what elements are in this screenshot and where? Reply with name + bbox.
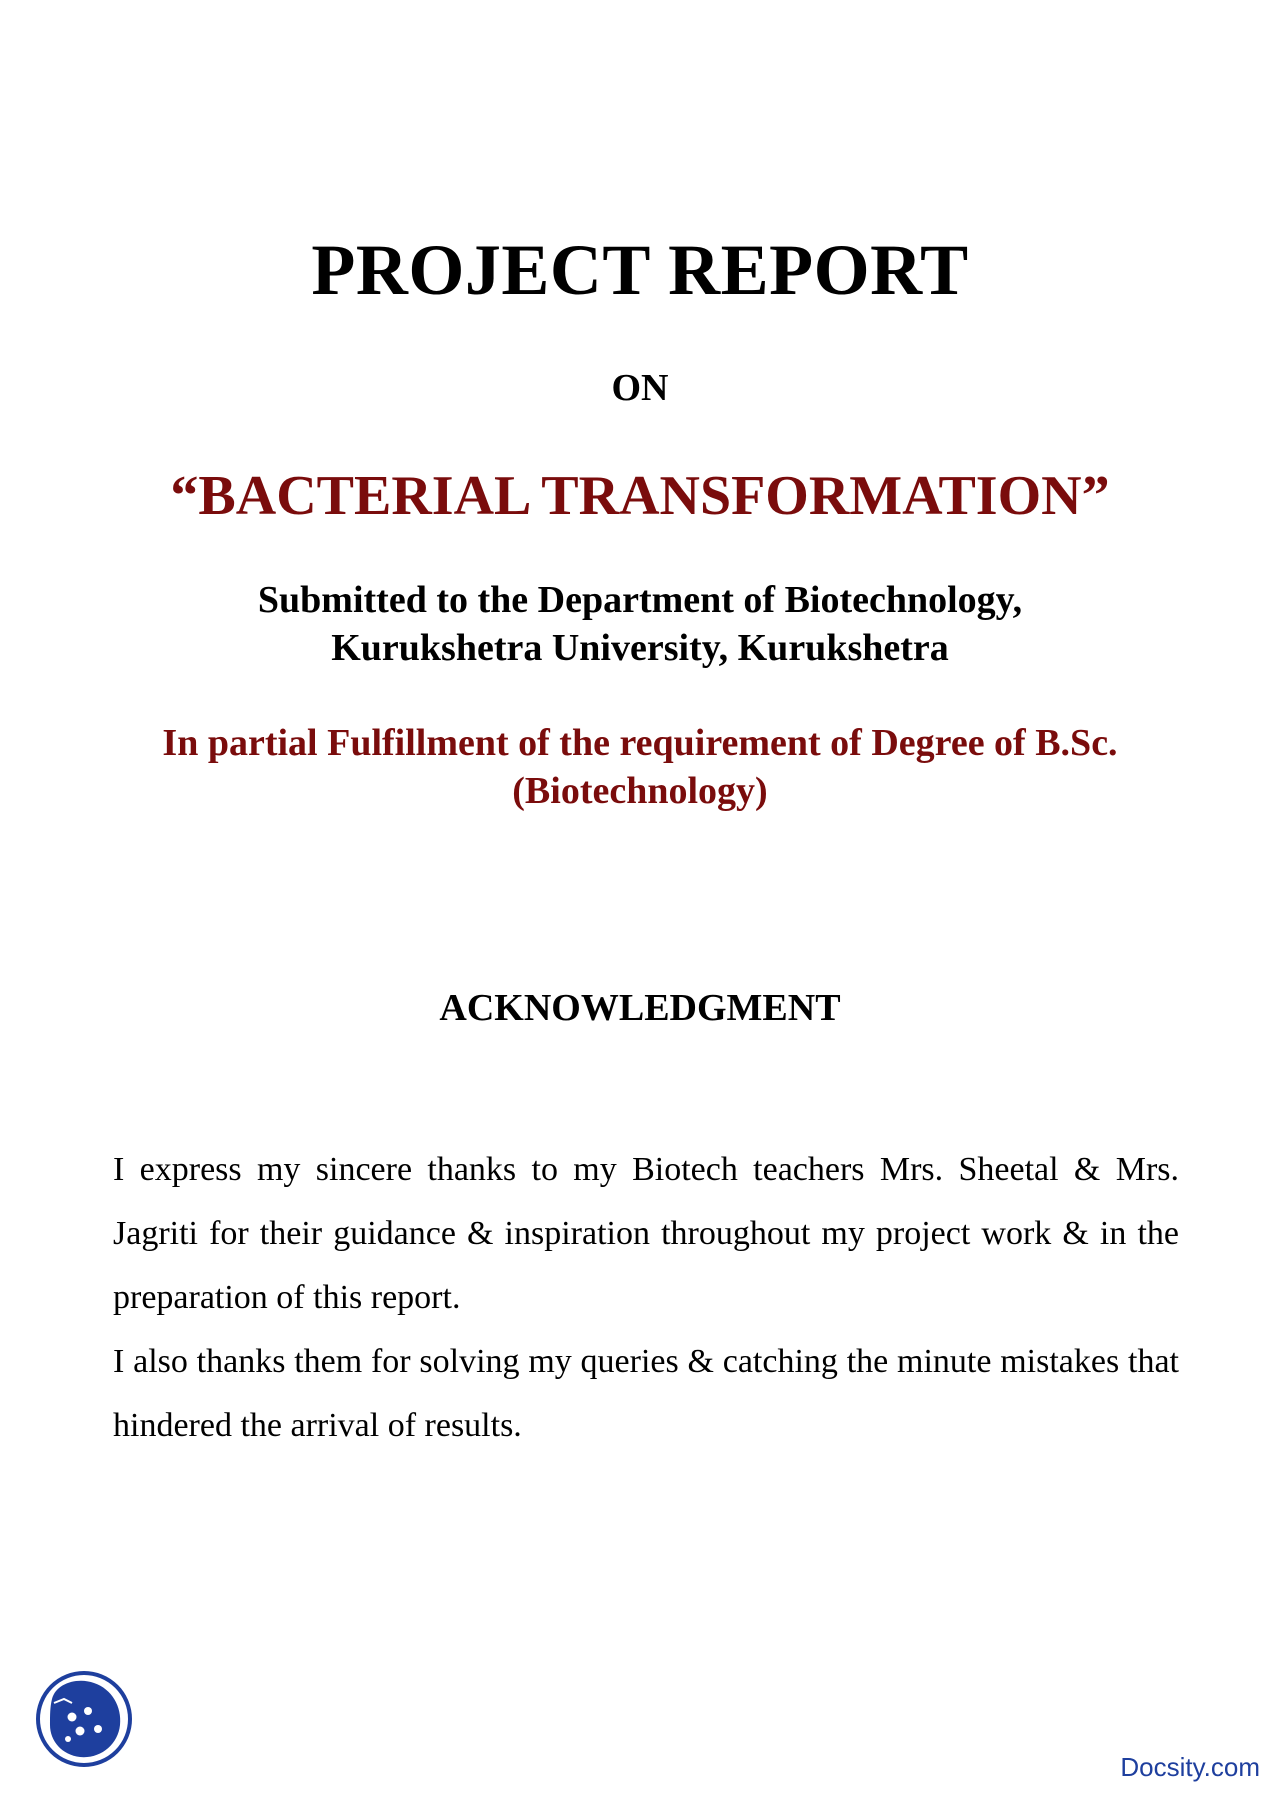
acknowledgment-paragraph-2: I also thanks them for solving my queries & catching the minute mistakes that hindered the arrival of results.	[113, 1343, 1179, 1444]
acknowledgment-paragraph-1: I express my sincere thanks to my Biotech teachers Mrs. Sheetal & Mrs. Jagriti for their guidance & inspiration throughout my project work & in the preparation of this report.	[113, 1151, 1179, 1316]
report-title: PROJECT REPORT	[311, 230, 969, 310]
acknowledgment-heading: ACKNOWLEDGMENT	[439, 987, 841, 1029]
on-label: ON	[611, 367, 669, 409]
degree-requirement	[0, 719, 1280, 815]
submission-line-1: Submitted to the Department of Biotechnology,	[257, 579, 1023, 621]
degree-line-2: (Biotechnology)	[512, 770, 768, 812]
submission-line-2: Kurukshetra University, Kurukshetra	[331, 627, 949, 669]
submission-details	[0, 576, 1280, 672]
acknowledgment-body	[113, 1138, 1179, 1458]
docsity-logo-icon	[34, 1669, 134, 1769]
project-name: “BACTERIAL TRANSFORMATION”	[170, 465, 1110, 527]
docsity-brand-link[interactable]: Docsity.com	[1120, 1752, 1260, 1782]
degree-line-1: In partial Fulfillment of the requirement of Degree of B.Sc.	[162, 722, 1118, 764]
